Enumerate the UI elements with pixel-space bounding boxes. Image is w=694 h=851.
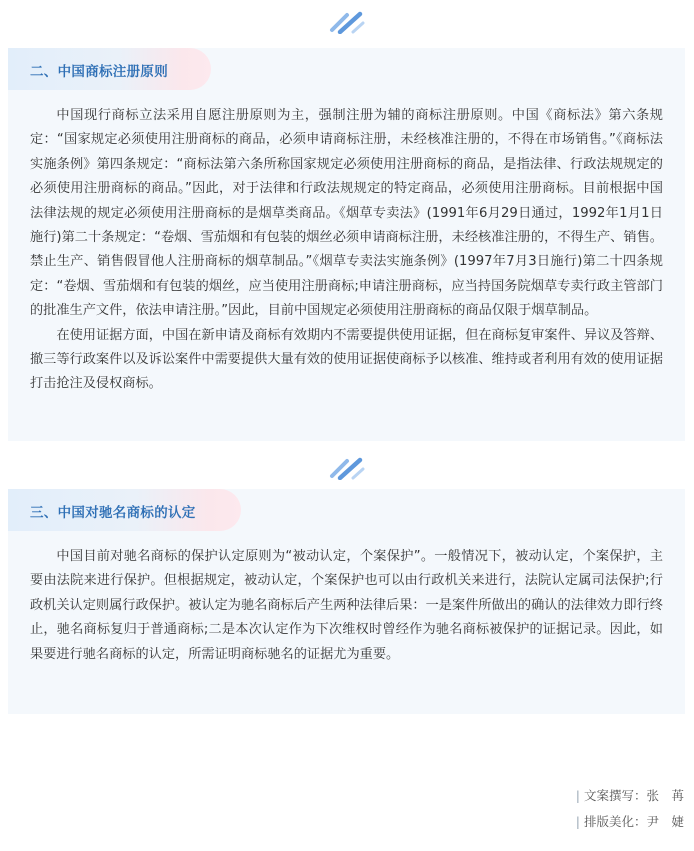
credit-label: 文案撰写： bbox=[583, 788, 647, 803]
section-header bbox=[8, 48, 211, 90]
section-title: 二、中国商标注册原则 bbox=[30, 64, 168, 80]
section-body bbox=[8, 90, 685, 413]
paragraph: 中国目前对驰名商标的保护认定原则为“被动认定，个案保护”。一般情况下，被动认定，个案保护，主要由法院来进行保护。但根据规定，被动认定，个案保护也可以由行政机关来进行，法院认定属司法保护;行政机关认定则属行政保护。被认定为驰名商标后产生两种法律后果：一是案件所做出的确认的法律效力即行终止，驰名商标复归于普通商标;二是本次认定作为下次维权时曾经作为驰名商标被保护的证据记录。因此，如果要进行驰名商标的认定，所需证明商标驰名的证据尤为重要。 bbox=[30, 549, 663, 662]
paragraph: 在使用证据方面，中国在新申请及商标有效期内不需要提供使用证据，但在商标复审案件、异议及答辩、撤三等行政案件以及诉讼案件中需要提供大量有效的使用证据使商标予以核准、维持或者利用有效的使用证据打击抢注及侵权商标。 bbox=[30, 327, 664, 392]
section-card-trademark-registration bbox=[8, 48, 685, 441]
credit-label: 排版美化： bbox=[583, 814, 647, 829]
divider-deco bbox=[0, 446, 694, 486]
credit-name: 尹 婕 bbox=[646, 814, 684, 829]
credit-writer: | 文案撰写：张 苒 bbox=[575, 788, 684, 803]
divider-deco bbox=[0, 0, 694, 40]
section-title: 三、中国对驰名商标的认定 bbox=[30, 505, 196, 521]
section-card-well-known-trademark bbox=[8, 489, 685, 714]
section-header bbox=[8, 489, 241, 531]
credit-layout: | 排版美化：尹 婕 bbox=[575, 814, 684, 829]
slash-deco-icon bbox=[327, 8, 367, 34]
slash-deco-icon bbox=[327, 454, 367, 480]
credit-name: 张 苒 bbox=[646, 788, 684, 803]
paragraph: 中国现行商标立法采用自愿注册原则为主，强制注册为辅的商标注册原则。中国《商标法》第六条规定：“国家规定必须使用注册商标的商品，必须申请商标注册，未经核准注册的，不得在市场销售。”《商标法实施条例》第四条规定：“商标法第六条所称国家规定必须使用注册商标的商品，是指法律、行政法规规定的必须使用注册商标的商品。”因此，对于法律和行政法规规定的特定商品，必须使用注册商标。目前根据中国法律法规的规定必须使用注册商标的是烟草类商品。《烟草专卖法》(1991年6月29日通过，1992年1月1日施行)第二十条规定：“卷烟、雪茄烟和有包装的烟丝必须申请商标注册，未经核准注册的，不得生产、销售。禁止生产、销售假冒他人注册商标的烟草制品。”《烟草专卖法实施条例》(1997年7月3日施行)第二十四条规定：“卷烟、雪茄烟和有包装的烟丝，应当使用注册商标;申请注册商标，应当持国务院烟草专卖行政主管部门的批准生产文件，依法申请注册。”因此，目前中国规定必须使用注册商标的商品仅限于烟草制品。 bbox=[30, 108, 663, 319]
section-body bbox=[8, 531, 685, 683]
